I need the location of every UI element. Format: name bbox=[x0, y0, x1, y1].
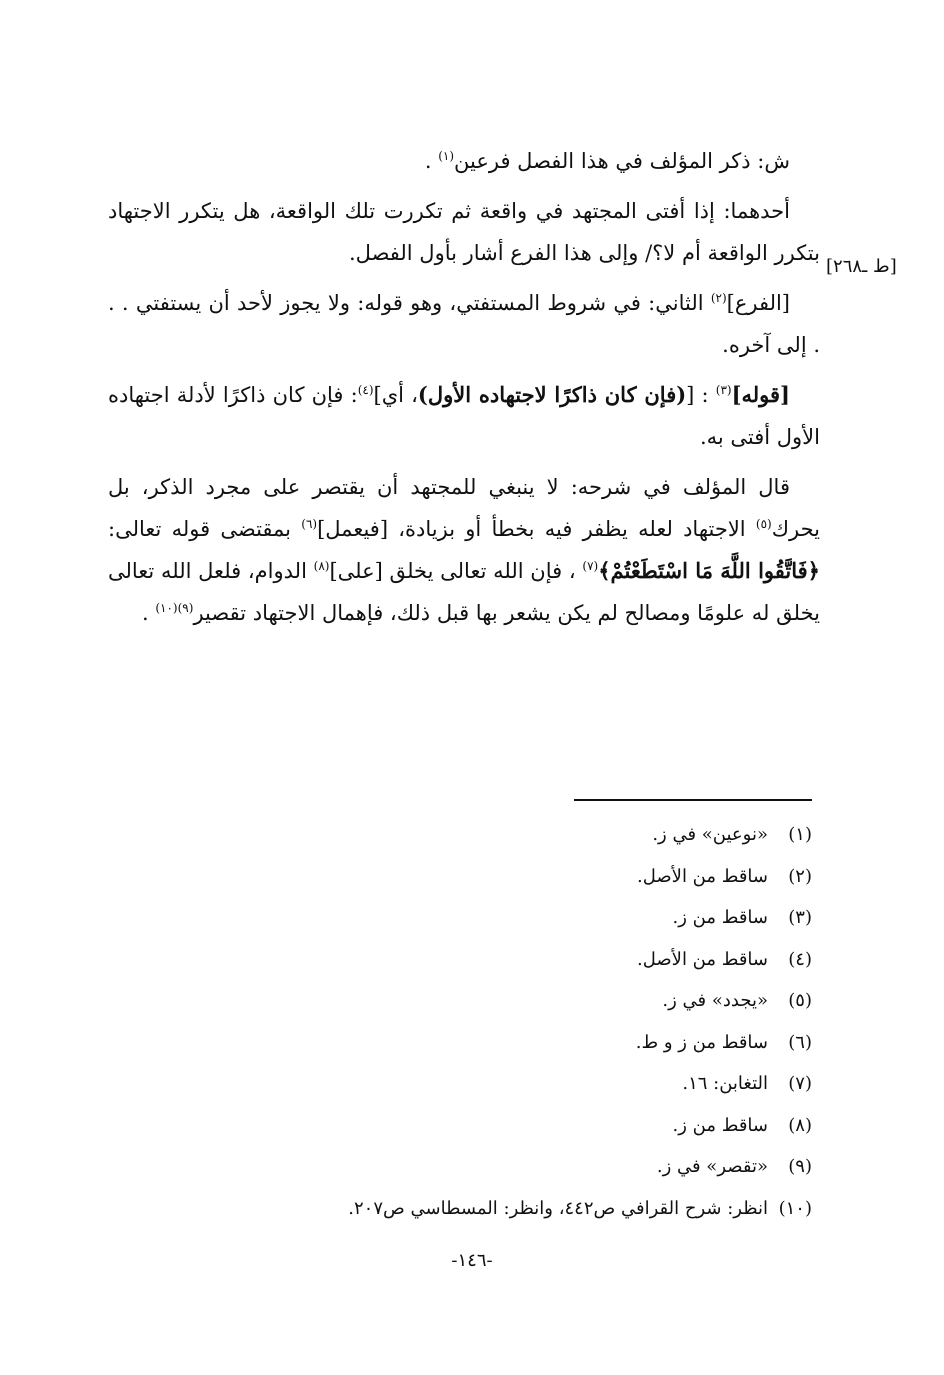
paragraph-5-part-c: بمقتضى قوله تعالى: bbox=[108, 517, 302, 541]
paragraph-4-part-b: : [ bbox=[686, 383, 716, 407]
footnote-text: ساقط من ز. bbox=[672, 907, 768, 928]
footnote-text: ساقط من الأصل. bbox=[637, 948, 768, 970]
footnote-10 bbox=[100, 1188, 812, 1230]
footnote-2 bbox=[100, 856, 812, 898]
paragraph-4-qawluh: [قوله] bbox=[731, 382, 790, 407]
footnote-separator bbox=[574, 799, 812, 801]
footnote-number: (٨) bbox=[788, 1114, 812, 1136]
paragraph-4-part-c: ، أي] bbox=[373, 383, 418, 407]
footnote-9 bbox=[100, 1146, 812, 1188]
footnote-number: (٦) bbox=[788, 1031, 812, 1053]
footnote-3 bbox=[100, 897, 812, 939]
footnote-number: (٧) bbox=[788, 1073, 812, 1094]
paragraph-2-text: أحدهما: إذا أفتى المجتهد في واقعة ثم تكررت تلك الواقعة، هل يتكرر الاجتهاد بتكرر الواقعة أم لا؟/ وإلى هذا الفرع أشار بأول الفصل. bbox=[108, 199, 820, 265]
margin-page-reference: [ط ـ٢٦٨] bbox=[826, 256, 897, 277]
footnote-ref-6[interactable]: (٦) bbox=[301, 517, 318, 531]
paragraph-4-quote: (فإن كان ذاكرًا لاجتهاده الأول) bbox=[417, 382, 687, 407]
paragraph-5-part-b: الاجتهاد لعله يظفر فيه بخطأ أو بزيادة، [فيعمل] bbox=[317, 517, 756, 541]
footnotes-list bbox=[100, 814, 812, 1229]
main-text bbox=[108, 140, 820, 642]
paragraph-1 bbox=[108, 140, 820, 182]
footnote-text: «تقصر» في ز. bbox=[656, 1156, 768, 1177]
footnote-ref-1[interactable]: (١) bbox=[438, 149, 455, 163]
footnote-1 bbox=[100, 814, 812, 856]
paragraph-5-tail: . bbox=[141, 601, 156, 625]
paragraph-3-text: الثاني: في شروط المستفتي، وهو قوله: ولا يجوز لأحد أن يستفتي . . . إلى آخره. bbox=[108, 291, 820, 357]
paragraph-5-part-a: قال المؤلف في شرحه: لا ينبغي للمجتهد أن يقتصر على مجرد الذكر، بل يحرك bbox=[108, 475, 820, 541]
paragraph-1-tail: . bbox=[424, 149, 439, 173]
paragraph-2 bbox=[108, 190, 820, 274]
paragraph-4 bbox=[108, 374, 820, 458]
footnote-ref-5[interactable]: (٥) bbox=[755, 517, 772, 531]
footnote-5 bbox=[100, 980, 812, 1022]
page-number: -١٤٦- bbox=[451, 1250, 493, 1271]
paragraph-4-part-d: : فإن كان ذاكرًا لأدلة اجتهاده الأول أفتى به. bbox=[108, 383, 820, 449]
footnote-text: «نوعين» في ز. bbox=[652, 824, 768, 845]
paragraph-5-part-d: ، فإن الله تعالى يخلق [على] bbox=[329, 559, 583, 583]
footnote-text: انظر: شرح القرافي ص٤٤٢، وانظر: المسطاسي ص٢٠٧. bbox=[348, 1197, 768, 1219]
paragraph-5 bbox=[108, 466, 820, 634]
footnote-text: ساقط من ز و ط. bbox=[635, 1031, 768, 1053]
footnote-ref-9[interactable]: (٩) bbox=[177, 601, 194, 615]
footnote-ref-2[interactable]: (٢) bbox=[710, 291, 727, 305]
footnote-ref-10[interactable]: (١٠) bbox=[155, 601, 178, 615]
footnote-text: ساقط من الأصل. bbox=[637, 865, 768, 887]
footnote-6 bbox=[100, 1022, 812, 1064]
footnote-number: (١) bbox=[788, 824, 812, 845]
footnote-number: (٣) bbox=[788, 907, 812, 928]
footnote-ref-3[interactable]: (٣) bbox=[715, 383, 732, 397]
paragraph-1-text: ش: ذكر المؤلف في هذا الفصل فرعين bbox=[454, 149, 790, 173]
footnote-number: (١٠) bbox=[778, 1197, 812, 1219]
footnote-text: التغابن: ١٦. bbox=[682, 1073, 768, 1094]
footnote-7 bbox=[100, 1063, 812, 1105]
paragraph-3-bracket: [الفرع] bbox=[726, 291, 790, 315]
quran-verse: ﴿فَاتَّقُوا اللَّهَ مَا اسْتَطَعْتُمْ﴾ bbox=[598, 558, 820, 583]
footnote-number: (٤) bbox=[788, 948, 812, 970]
footnote-number: (٩) bbox=[788, 1156, 812, 1177]
footnote-ref-4[interactable]: (٤) bbox=[357, 383, 374, 397]
footnote-number: (٢) bbox=[788, 865, 812, 887]
paragraph-5-part-e: الدوام، فلعل الله تعالى يخلق له علومًا ومصالح لم يكن يشعر بها قبل ذلك، فإهمال الاجتهاد تقصير bbox=[108, 559, 820, 625]
footnote-number: (٥) bbox=[788, 990, 812, 1011]
footnote-ref-8[interactable]: (٨) bbox=[313, 559, 330, 573]
footnote-text: «يجدد» في ز. bbox=[662, 990, 768, 1011]
footnote-ref-7[interactable]: (٧) bbox=[582, 559, 599, 573]
footnote-text: ساقط من ز. bbox=[672, 1114, 768, 1136]
footnote-8 bbox=[100, 1105, 812, 1147]
footnote-4 bbox=[100, 939, 812, 981]
paragraph-3 bbox=[108, 282, 820, 366]
